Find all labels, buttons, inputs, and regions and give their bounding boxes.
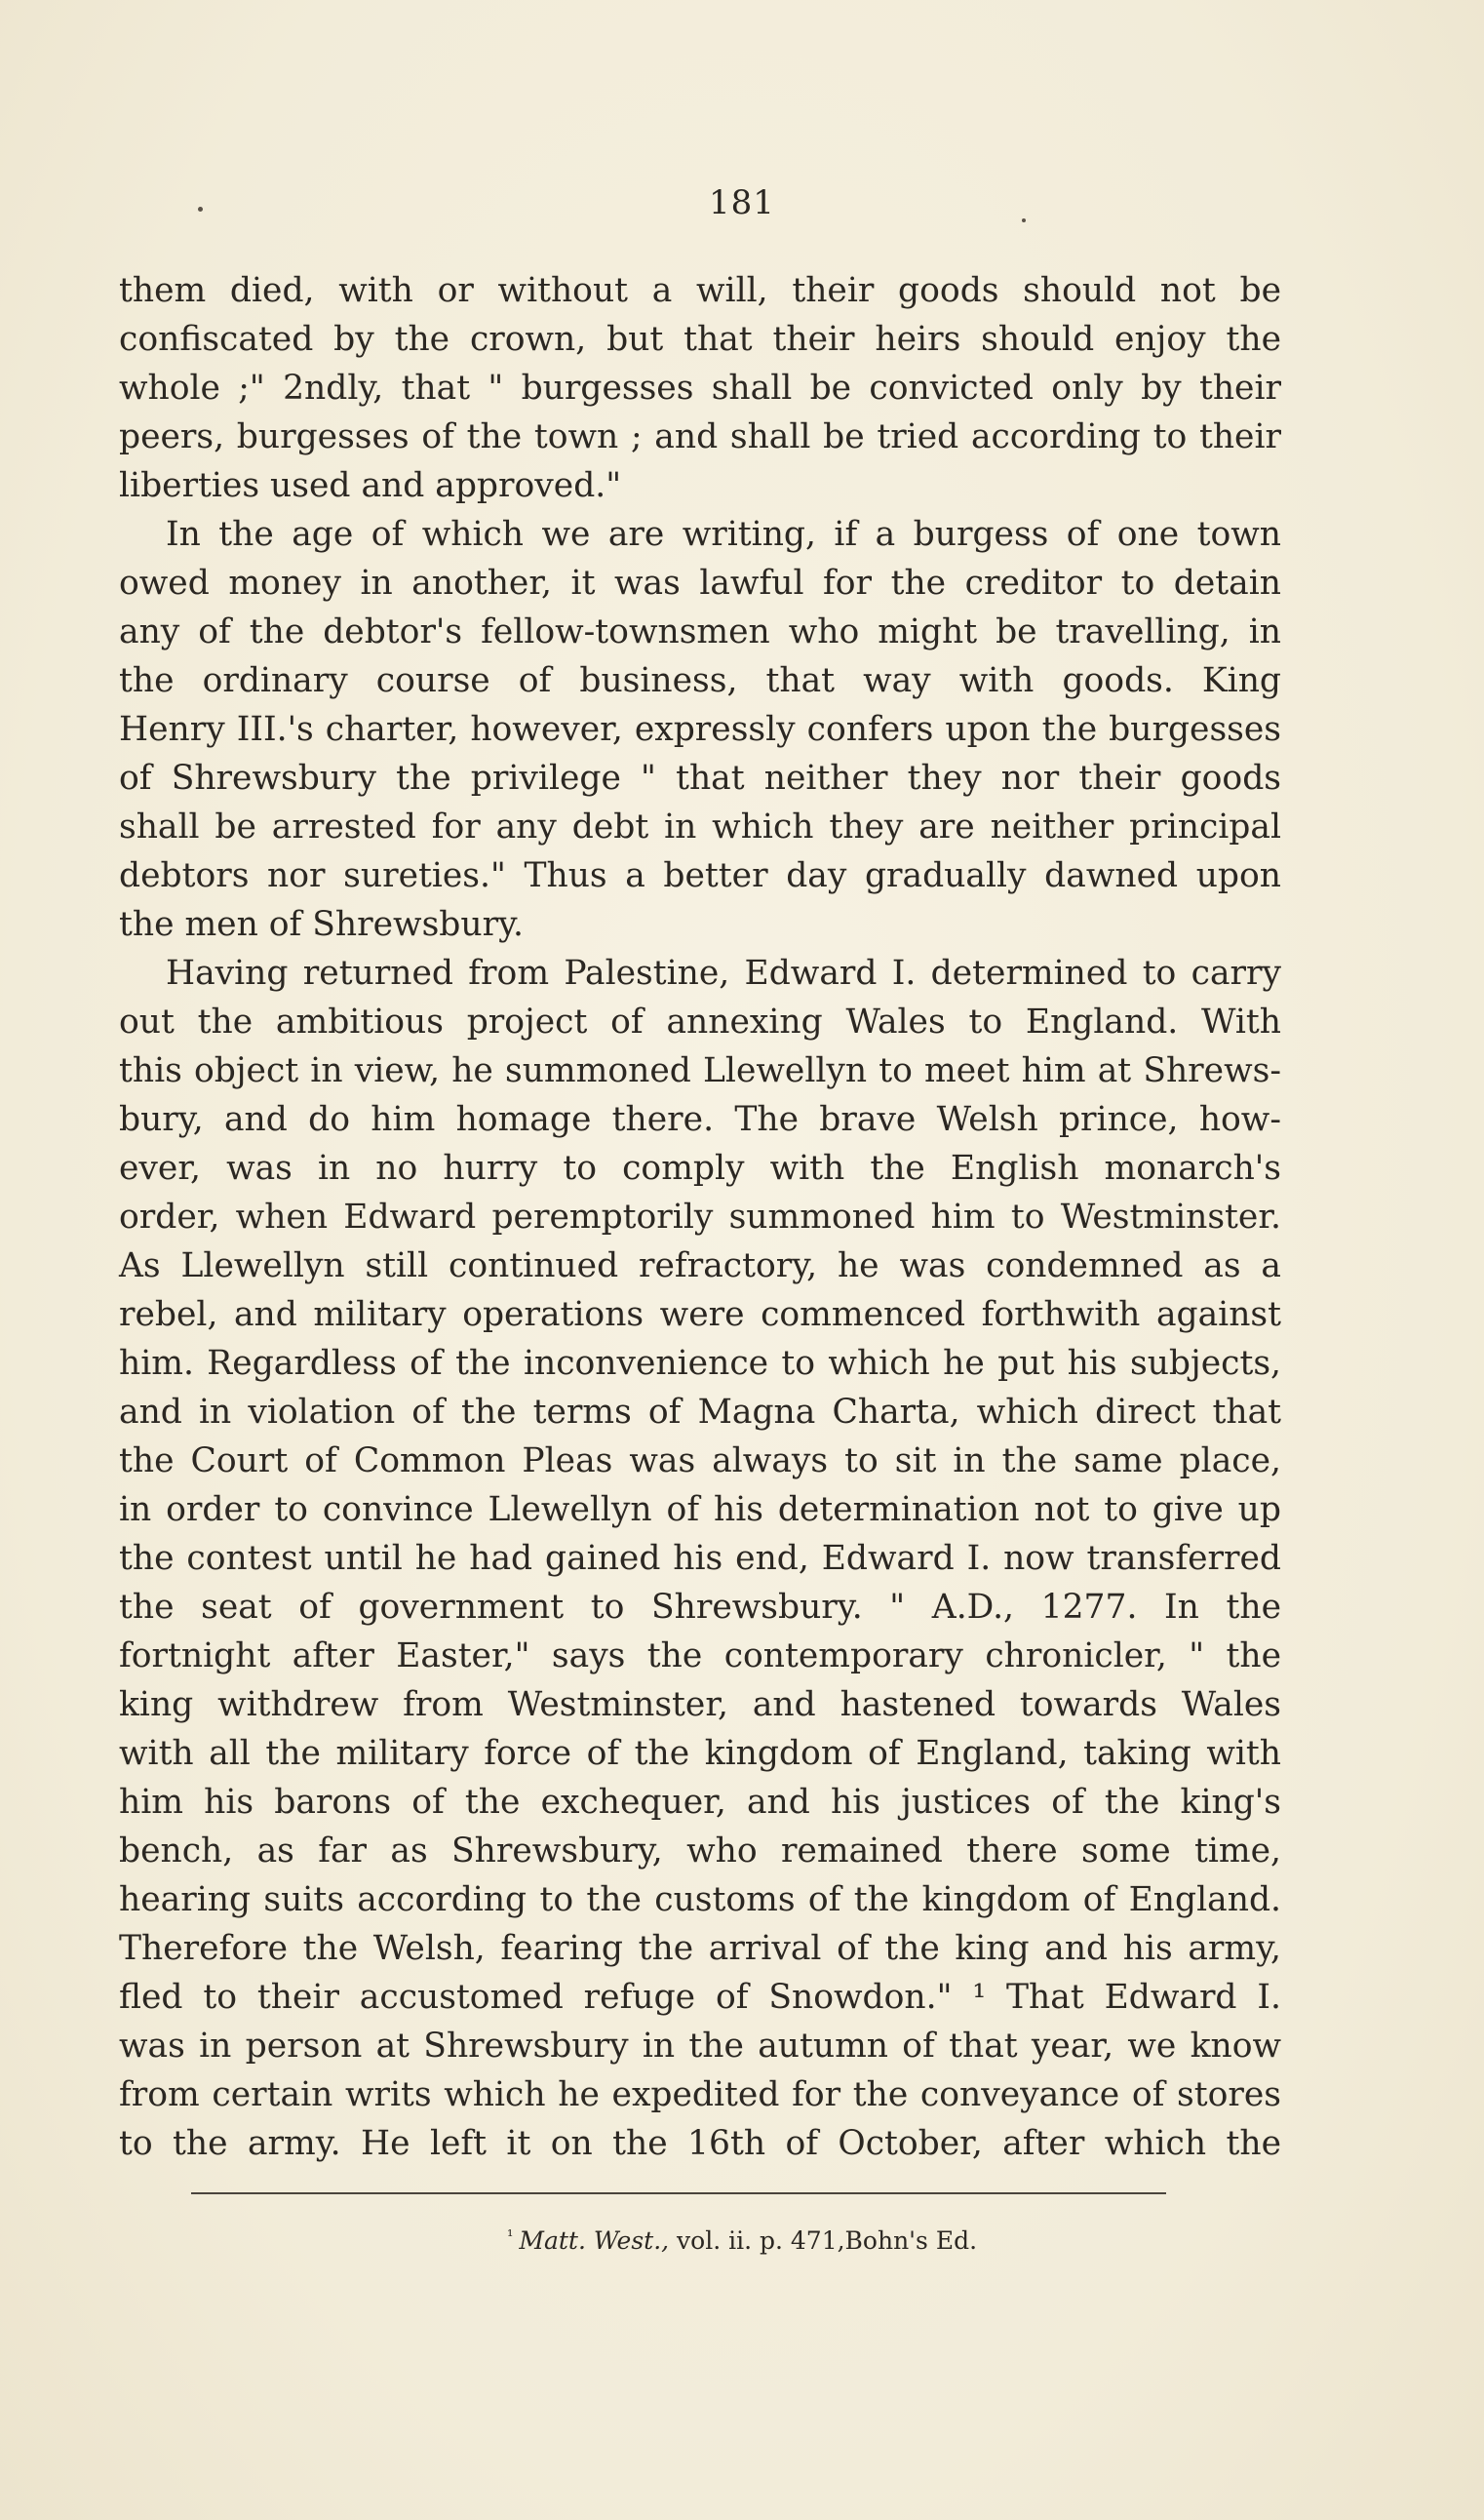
- paragraph-end-line: liberties used and approved.": [119, 466, 622, 505]
- text-line: confiscated by the crown, but that their heirs should enjoy the: [119, 320, 1281, 359]
- footnote-source: Matt. West.,: [519, 2226, 670, 2255]
- text-line: in order to convince Llewellyn of his determination not to give up: [119, 1490, 1281, 1529]
- footnote: [0, 2226, 1484, 2255]
- text-line: out the ambitious project of annexing Wales to England. With: [119, 1003, 1281, 1042]
- text-line: was in person at Shrewsbury in the autumn of that year, we know: [119, 2027, 1281, 2066]
- text-line: rebel, and military operations were commenced forthwith against: [119, 1295, 1281, 1334]
- text-line: to the army. He left it on the 16th of October, after which the: [119, 2124, 1281, 2163]
- text-line: Therefore the Welsh, fearing the arrival of the king and his army,: [119, 1929, 1281, 1968]
- text-line: peers, burgesses of the town ; and shall be tried according to their: [119, 417, 1281, 456]
- paragraph-start-line: In the age of which we are writing, if a burgess of one town: [166, 515, 1281, 554]
- text-line: the Court of Common Pleas was always to sit in the same place,: [119, 1441, 1281, 1480]
- text-line: As Llewellyn still continued refractory, he was condemned as a: [119, 1246, 1281, 1285]
- text-line: debtors nor sureties." Thus a better day gradually dawned upon: [119, 856, 1281, 895]
- text-line: the contest until he had gained his end, Edward I. now transferred: [119, 1539, 1281, 1578]
- text-line: bench, as far as Shrewsbury, who remained there some time,: [119, 1831, 1281, 1870]
- paragraph-end-line: the men of Shrewsbury.: [119, 905, 524, 944]
- text-line: and in violation of the terms of Magna Charta, which direct that: [119, 1393, 1281, 1432]
- text-line: him. Regardless of the inconvenience to which he put his subjects,: [119, 1344, 1281, 1383]
- paragraph-start-line: Having returned from Palestine, Edward I. determined to carry: [166, 954, 1281, 993]
- text-line: Henry III.'s charter, however, expressly confers upon the burgesses: [119, 710, 1281, 749]
- text-line: them died, with or without a will, their goods should not be: [119, 271, 1281, 310]
- text-line: any of the debtor's fellow-townsmen who might be travelling, in: [119, 612, 1281, 651]
- text-line: bury, and do him homage there. The brave Welsh prince, how-: [119, 1100, 1281, 1139]
- text-line: whole ;" 2ndly, that " burgesses shall be convicted only by their: [119, 369, 1281, 408]
- footnote-marker: ¹: [506, 2226, 514, 2245]
- text-line: him his barons of the exchequer, and his justices of the king's: [119, 1783, 1281, 1822]
- text-line: the ordinary course of business, that way with goods. King: [119, 661, 1281, 700]
- text-line: of Shrewsbury the privilege " that neither they nor their goods: [119, 759, 1281, 798]
- text-line: owed money in another, it was lawful for the creditor to detain: [119, 564, 1281, 603]
- text-line: king withdrew from Westminster, and hastened towards Wales: [119, 1685, 1281, 1724]
- text-line: ever, was in no hurry to comply with the English monarch's: [119, 1149, 1281, 1188]
- text-line: order, when Edward peremptorily summoned him to Westminster.: [119, 1198, 1281, 1237]
- page-number: 181: [709, 183, 775, 222]
- text-line: from certain writs which he expedited for the conveyance of stores: [119, 2075, 1281, 2114]
- text-line: fortnight after Easter," says the contemporary chronicler, " the: [119, 1636, 1281, 1675]
- text-line: shall be arrested for any debt in which they are neither principal: [119, 807, 1281, 847]
- footnote-divider: [191, 2192, 1166, 2194]
- text-line: the seat of government to Shrewsbury. " A.D., 1277. In the: [119, 1588, 1281, 1627]
- body-text: [119, 266, 1281, 2168]
- text-line: hearing suits according to the customs of the kingdom of England.: [119, 1880, 1281, 1919]
- text-line: with all the military force of the kingdom of England, taking with: [119, 1734, 1281, 1773]
- text-line: this object in view, he summoned Llewellyn to meet him at Shrews-: [119, 1051, 1281, 1090]
- text-line: fled to their accustomed refuge of Snowdon." ¹ That Edward I.: [119, 1978, 1281, 2017]
- footnote-reference: vol. ii. p. 471,Bohn's Ed.: [677, 2226, 978, 2255]
